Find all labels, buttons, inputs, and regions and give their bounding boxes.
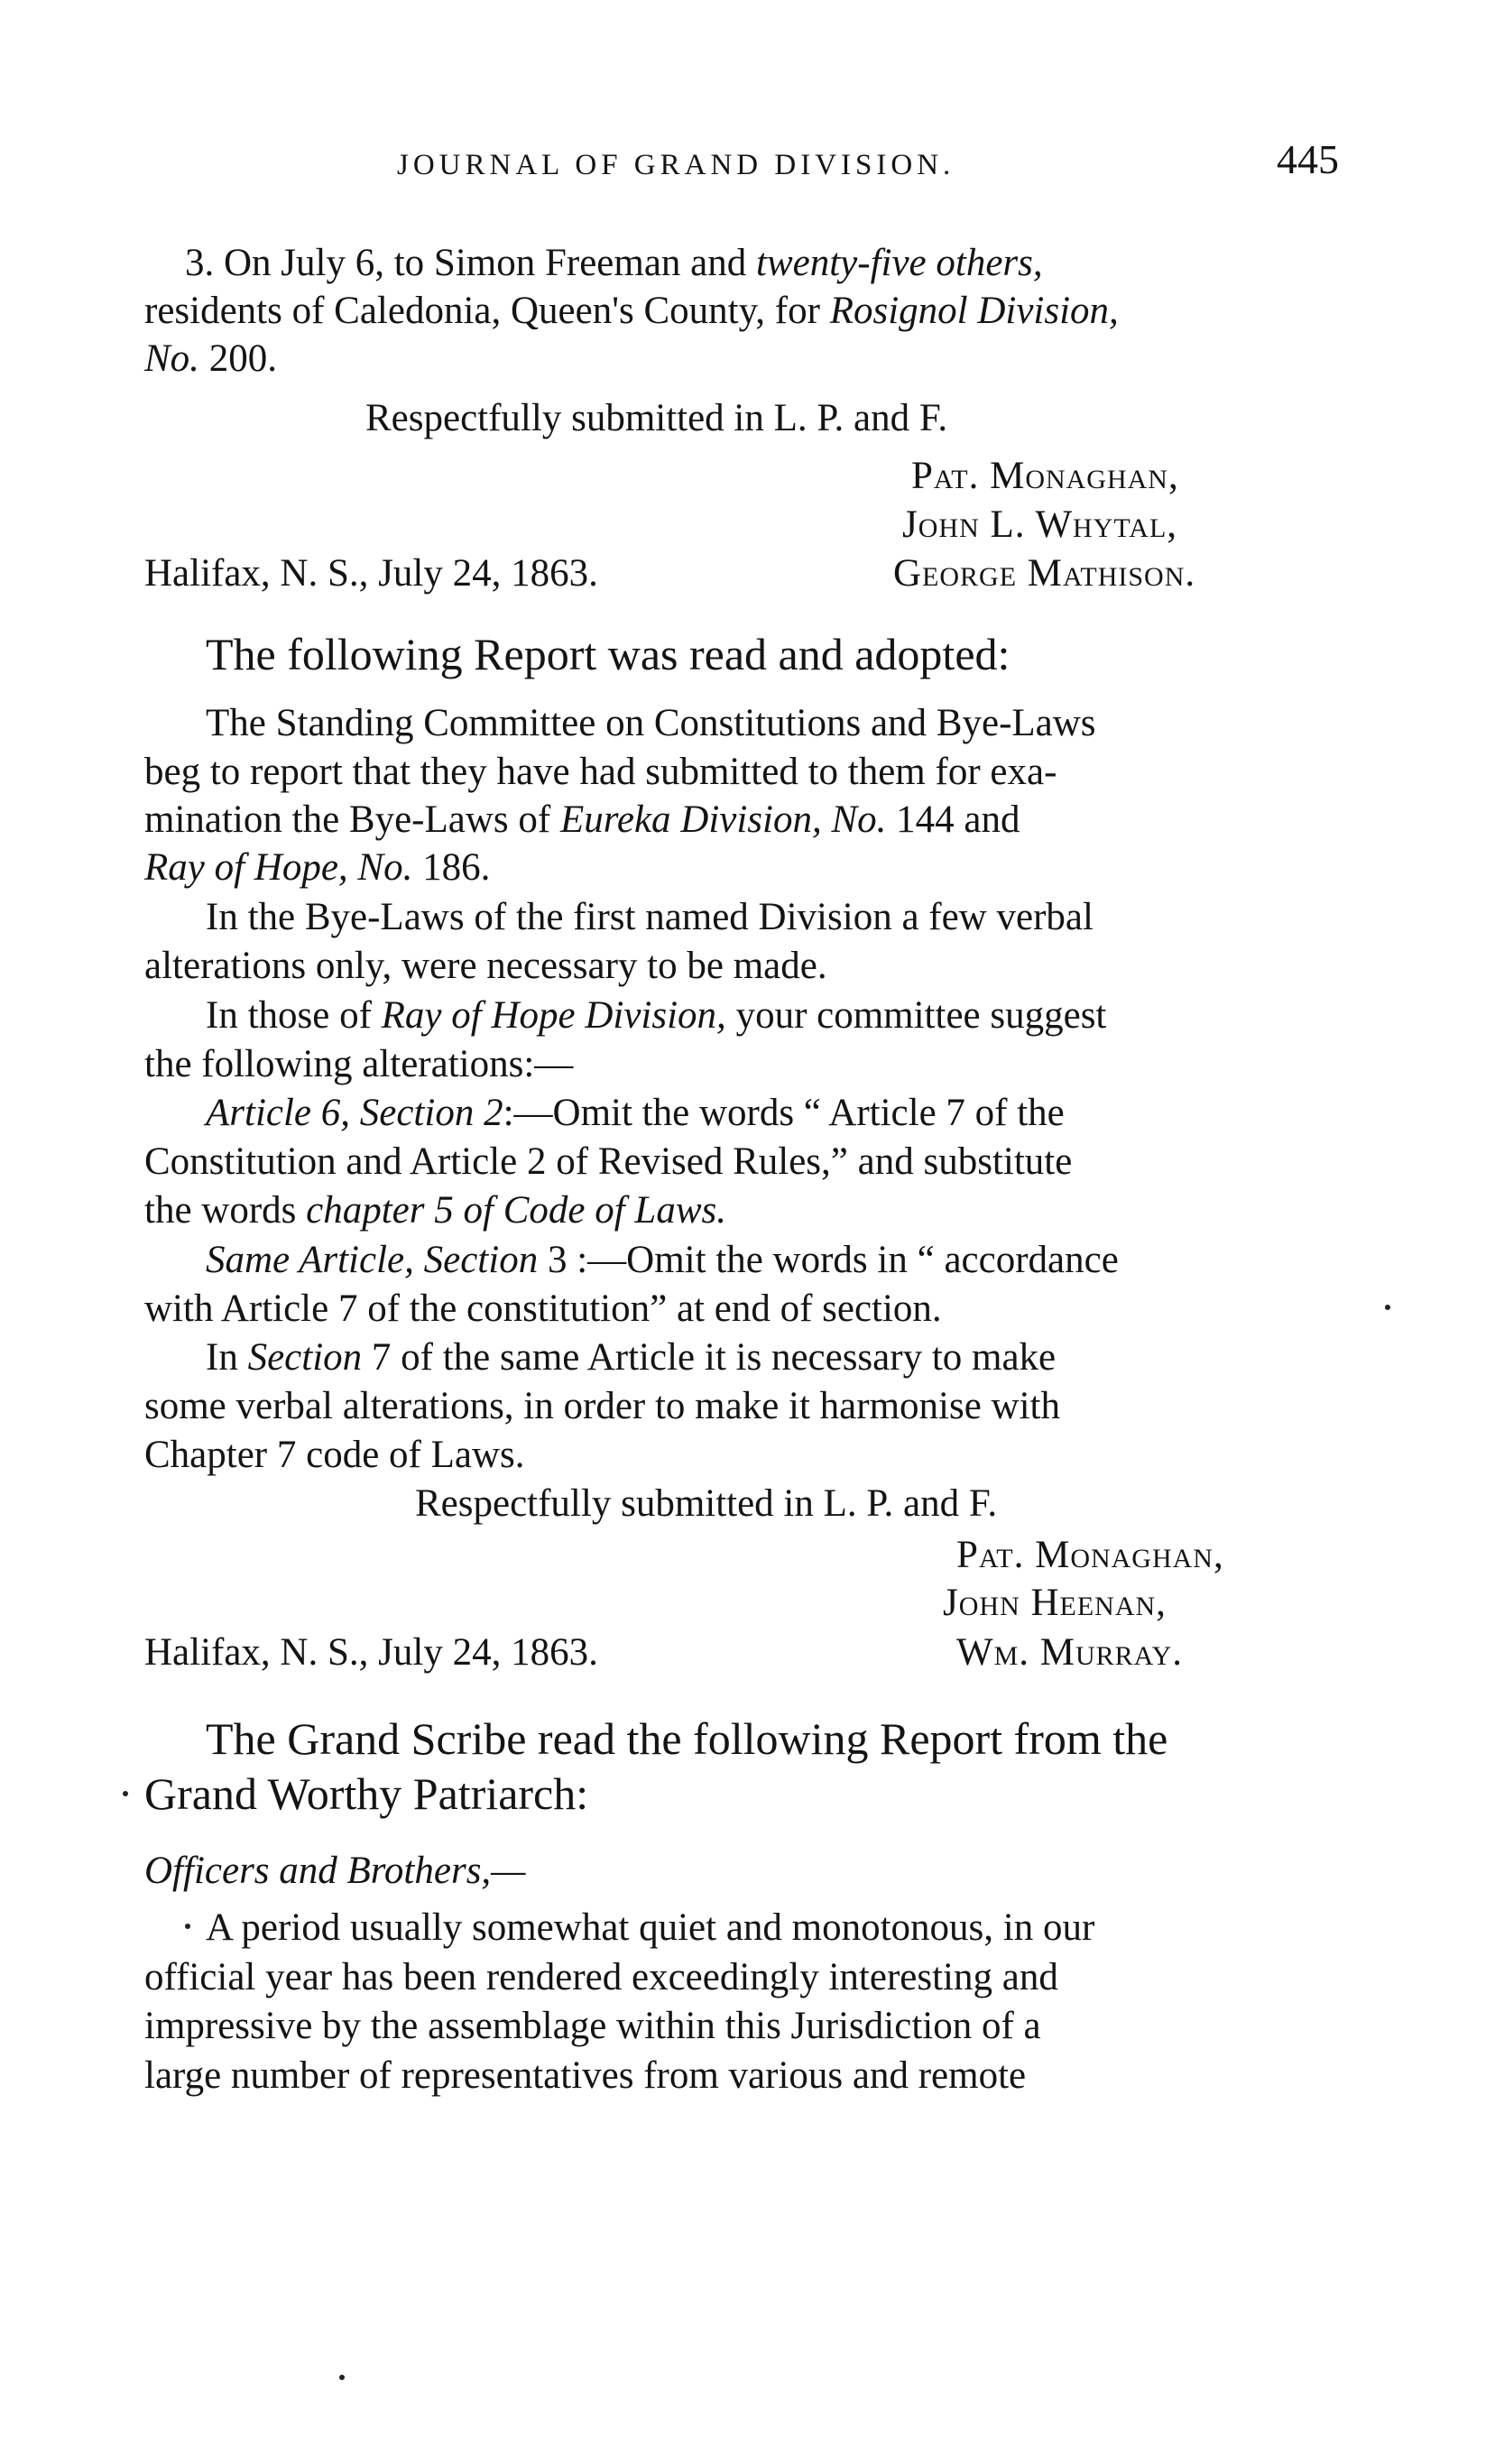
running-title: JOURNAL OF GRAND DIVISION. xyxy=(397,149,955,181)
text-line: residents of Caledonia, Queen's County, for Rosignol Division, xyxy=(144,290,1119,332)
print-speck xyxy=(185,1924,190,1929)
text-line: Constitution and Article 2 of Revised Rules,” and substitute xyxy=(144,1140,1073,1183)
text-line: In those of Ray of Hope Division, your committee suggest xyxy=(206,994,1107,1037)
text-line: Chapter 7 code of Laws. xyxy=(144,1434,525,1476)
text-line: No. 200. xyxy=(144,337,277,380)
text-line: Ray of Hope, No. 186. xyxy=(144,846,491,889)
text-line: mination the Bye-Laws of Eureka Division, No. 144 and xyxy=(144,798,1020,841)
text-line: beg to report that they have had submitted to them for exa- xyxy=(144,751,1057,793)
text-line: official year has been rendered exceedingly interesting and xyxy=(144,1956,1058,1998)
place-date: Halifax, N. S., July 24, 1863. xyxy=(144,1631,598,1674)
text-line: 3. On July 6, to Simon Freeman and twenty-five others, xyxy=(185,242,1043,284)
closing-line: Respectfully submitted in L. P. and F. xyxy=(415,1482,998,1525)
text-line: The Standing Committee on Constitutions and Bye-Laws xyxy=(206,702,1096,744)
text-line: alterations only, were necessary to be made. xyxy=(144,945,827,987)
report-intro: The following Report was read and adopted: xyxy=(206,629,1011,679)
report-intro: The Grand Scribe read the following Report from the xyxy=(206,1713,1168,1764)
place-date: Halifax, N. S., July 24, 1863. xyxy=(144,552,598,595)
signer-name: John L. Whytal, xyxy=(902,503,1178,546)
text-line: the words chapter 5 of Code of Laws. xyxy=(144,1189,726,1232)
text-line: In the Bye-Laws of the first named Division a few verbal xyxy=(206,896,1094,938)
print-speck xyxy=(339,2375,345,2380)
text-line: In Section 7 of the same Article it is necessary to make xyxy=(206,1336,1057,1379)
text-line: some verbal alterations, in order to make it harmonise with xyxy=(144,1385,1060,1427)
print-speck xyxy=(123,1791,128,1796)
print-speck xyxy=(1385,1305,1390,1310)
signer-name: Pat. Monaghan, xyxy=(911,455,1179,497)
signer-name: Wm. Murray. xyxy=(956,1631,1184,1674)
page-number: 445 xyxy=(1277,136,1339,182)
text-line: A period usually somewhat quiet and monotonous, in our xyxy=(206,1906,1095,1949)
text-line: the following alterations:— xyxy=(144,1043,574,1085)
signer-name: Pat. Monaghan, xyxy=(956,1534,1224,1576)
text-line: large number of representatives from various and remote xyxy=(144,2054,1027,2097)
text-line: impressive by the assemblage within this Jurisdiction of a xyxy=(144,2005,1041,2047)
signer-name: George Mathison. xyxy=(893,552,1196,595)
text-line: Same Article, Section 3 :—Omit the words in “ accordance xyxy=(206,1239,1119,1281)
signer-name: John Heenan, xyxy=(943,1582,1167,1624)
report-intro: Grand Worthy Patriarch: xyxy=(144,1768,589,1819)
text-line: Article 6, Section 2:—Omit the words “ Article 7 of the xyxy=(206,1092,1065,1134)
text-line: with Article 7 of the constitution” at end of section. xyxy=(144,1287,942,1330)
closing-line: Respectfully submitted in L. P. and F. xyxy=(365,397,948,439)
salutation: Officers and Brothers,— xyxy=(144,1850,526,1892)
